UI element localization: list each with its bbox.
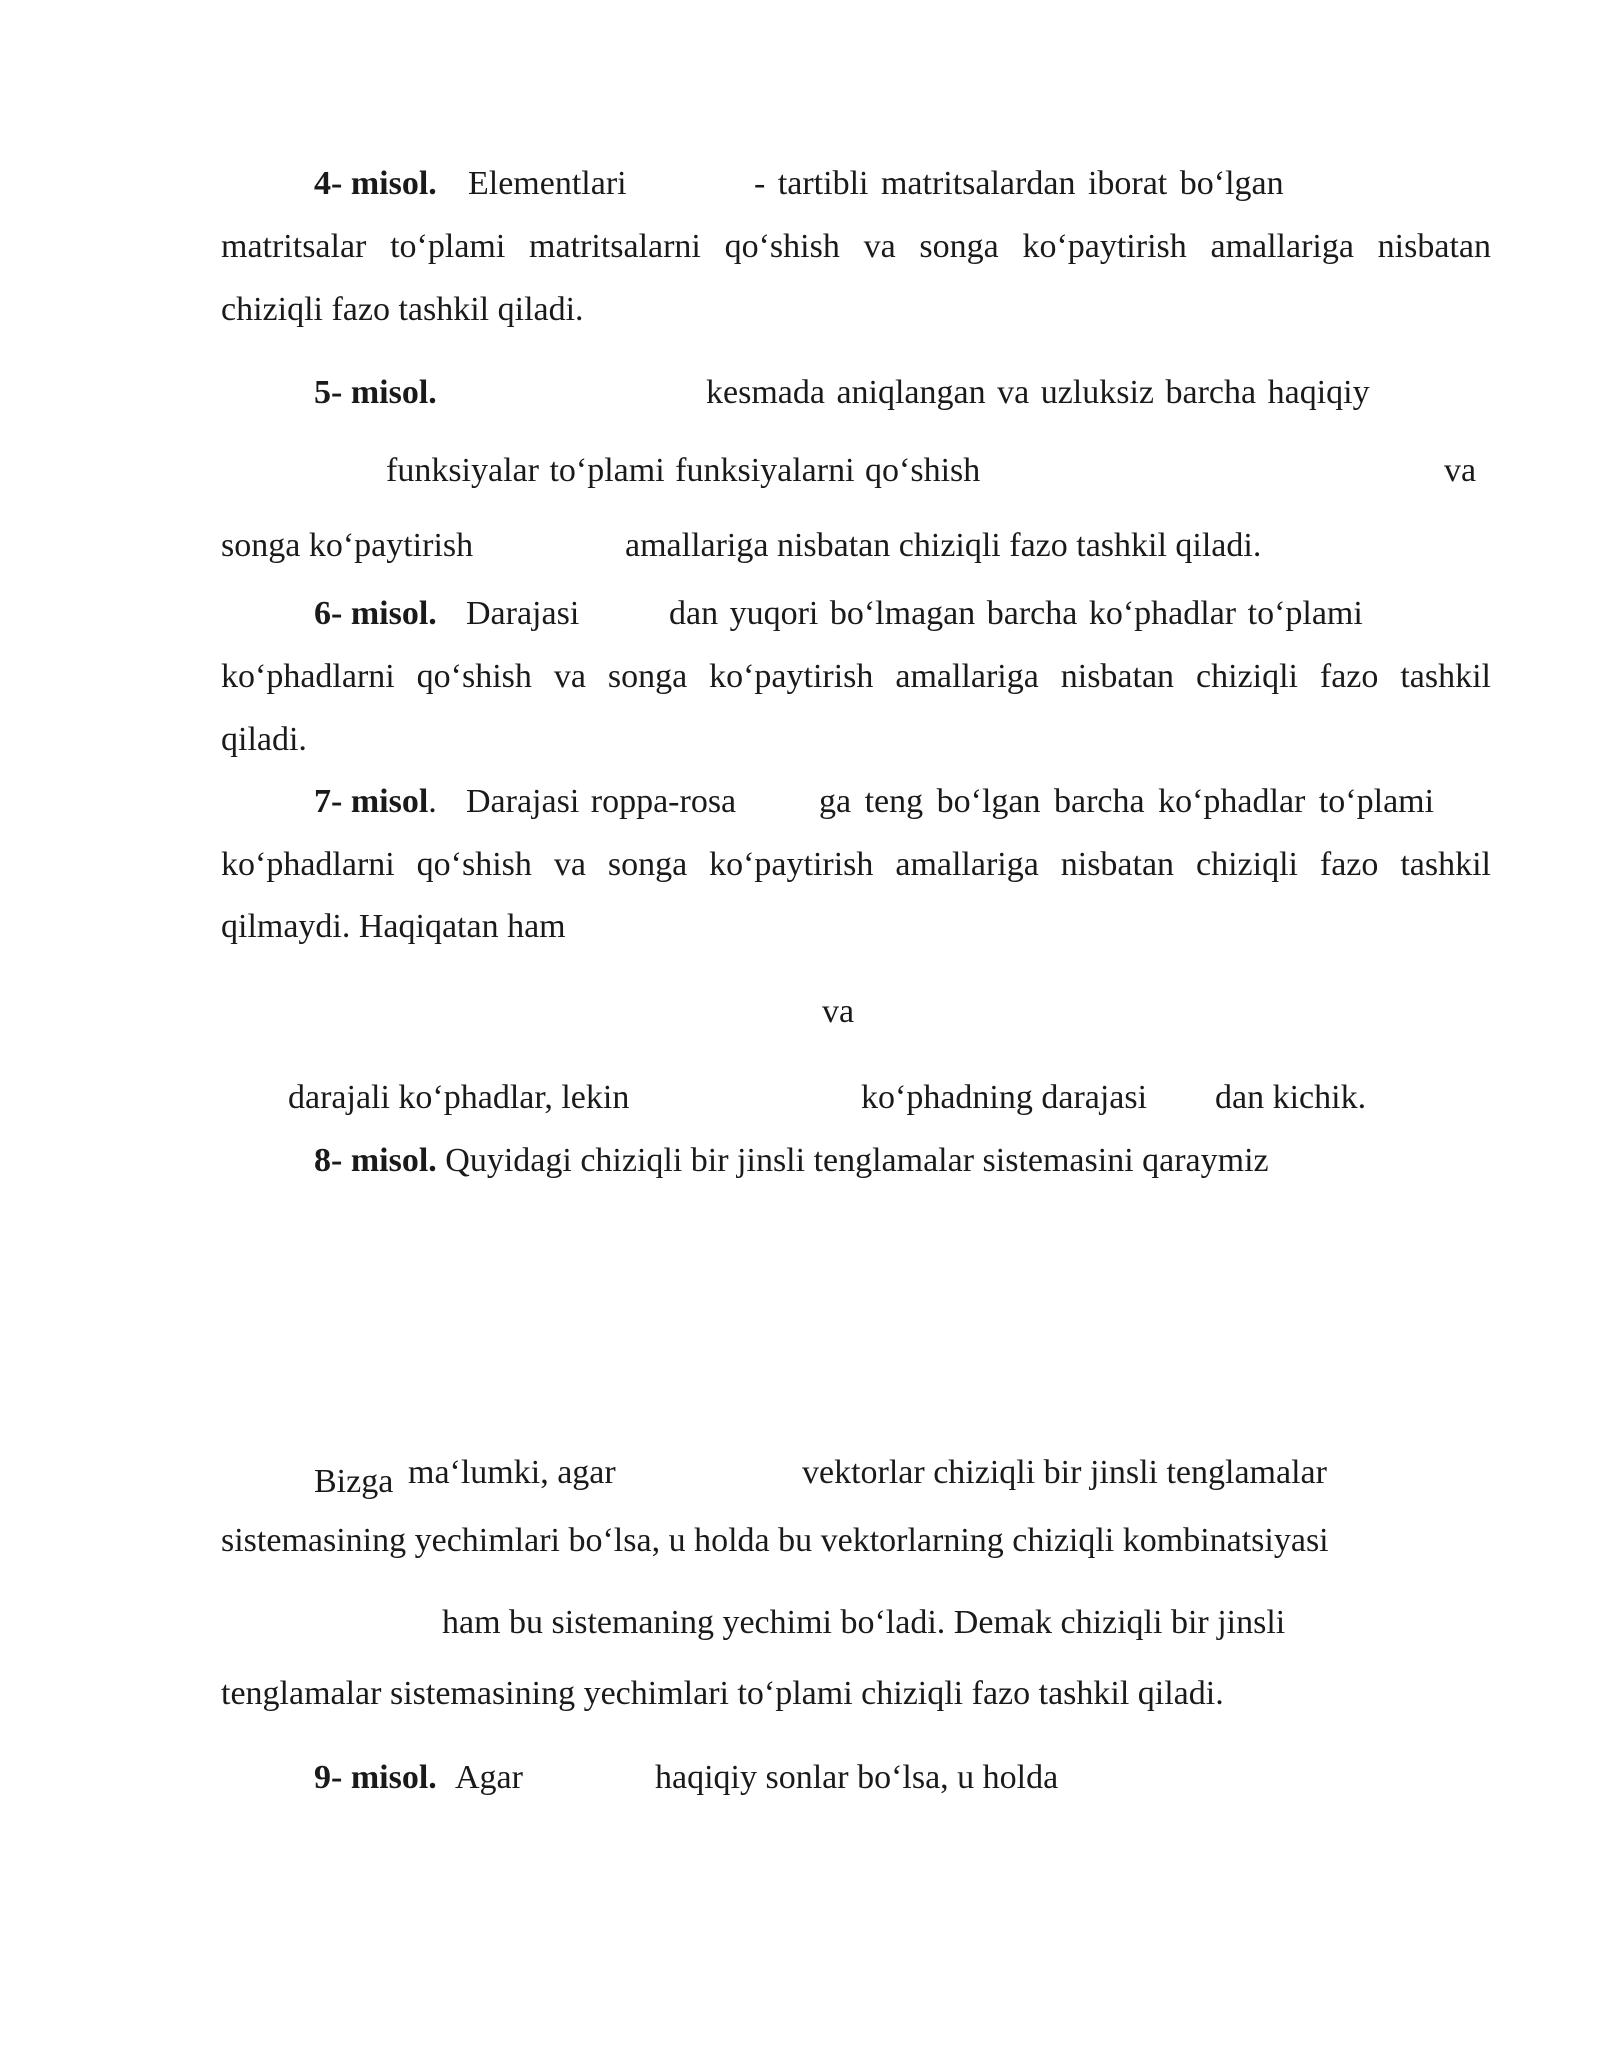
example-9-line-1b: haqiqiy sonlar bo‘lsa, u holda (655, 1759, 1059, 1796)
example-4-line-2: matritsalar to‘plami matritsalarni qo‘shish va songa ko‘paytirish amallariga nisbatan (221, 228, 1491, 265)
example-9-label-line (314, 1761, 437, 1795)
example-5-line-2b: va (1444, 452, 1477, 489)
example-6-label-line (314, 597, 437, 631)
example-7-line-5b: ko‘phadning darajasi (861, 1079, 1148, 1116)
example-6-line-1a: Darajasi (466, 595, 580, 632)
example-6-line-2: ko‘phadlarni qo‘shish va songa ko‘paytirish amallariga nisbatan chiziqli fazo tashkil (221, 658, 1491, 695)
example-5-label: 5- misol. (314, 374, 437, 411)
example-7-label-dot: . (428, 783, 437, 820)
example-8-para-2a: Bizga (314, 1463, 394, 1500)
example-7-line-2: ko‘phadlarni qo‘shish va songa ko‘paytirish amallariga nisbatan chiziqli fazo tashkil (221, 846, 1491, 883)
example-7-line-1a: Darajasi roppa-rosa (466, 783, 737, 820)
example-7-line-1b: ga teng bo‘lgan barcha ko‘phadlar to‘plami (819, 783, 1435, 820)
example-4-line-1 (314, 167, 437, 201)
example-8-para-line-4: tenglamalar sistemasining yechimlari to‘plami chiziqli fazo tashkil qiladi. (221, 1675, 1224, 1712)
example-5-line-3b: amallariga nisbatan chiziqli fazo tashkil qiladi. (625, 527, 1262, 564)
example-8-para-2b: ma‘lumki, agar (408, 1454, 616, 1491)
example-9-label: 9- misol. (314, 1759, 437, 1796)
example-4-text-a: Elementlari (468, 165, 627, 202)
example-4-line-3: chiziqli fazo tashkil qiladi. (221, 291, 584, 328)
example-5-line-2a: funksiyalar to‘plami funksiyalarni qo‘shish (386, 452, 981, 489)
example-8-label: 8- misol. (314, 1142, 437, 1179)
example-9-line-1a: Agar (455, 1759, 523, 1796)
example-7-center-va: va (822, 993, 855, 1030)
example-8-para-2c: vektorlar chiziqli bir jinsli tenglamalar (802, 1454, 1327, 1491)
example-8-para-line-2: sistemasining yechimlari bo‘lsa, u holda bu vektorlarning chiziqli kombinatsiyasi (221, 1522, 1329, 1559)
example-6-line-3: qiladi. (221, 721, 307, 758)
example-7-line-3: qilmaydi. Haqiqatan ham (221, 908, 566, 945)
example-8-line-1 (314, 1144, 1269, 1178)
example-6-line-1b: dan yuqori bo‘lmagan barcha ko‘phadlar to‘plami (669, 595, 1363, 632)
example-4-text-b: - tartibli matritsalardan iborat bo‘lgan (754, 165, 1284, 202)
example-5-line-1: kesmada aniqlangan va uzluksiz barcha haqiqiy (706, 374, 1370, 411)
example-5-line-3a: songa ko‘paytirish (221, 527, 474, 564)
example-7-label-line (314, 785, 437, 819)
example-8-para-line-3: ham bu sistemaning yechimi bo‘ladi. Demak chiziqli bir jinsli (442, 1604, 1286, 1641)
example-7-line-5a: darajali ko‘phadlar, lekin (288, 1079, 630, 1116)
example-7-line-5c: dan kichik. (1215, 1079, 1367, 1116)
example-7-label: 7- misol (314, 783, 429, 820)
example-5-label-line (314, 376, 437, 410)
example-6-label: 6- misol. (314, 595, 437, 632)
example-8-text: Quyidagi chiziqli bir jinsli tenglamalar sistemasini qaraymiz (445, 1142, 1269, 1179)
example-4-label: 4- misol. (314, 165, 437, 202)
